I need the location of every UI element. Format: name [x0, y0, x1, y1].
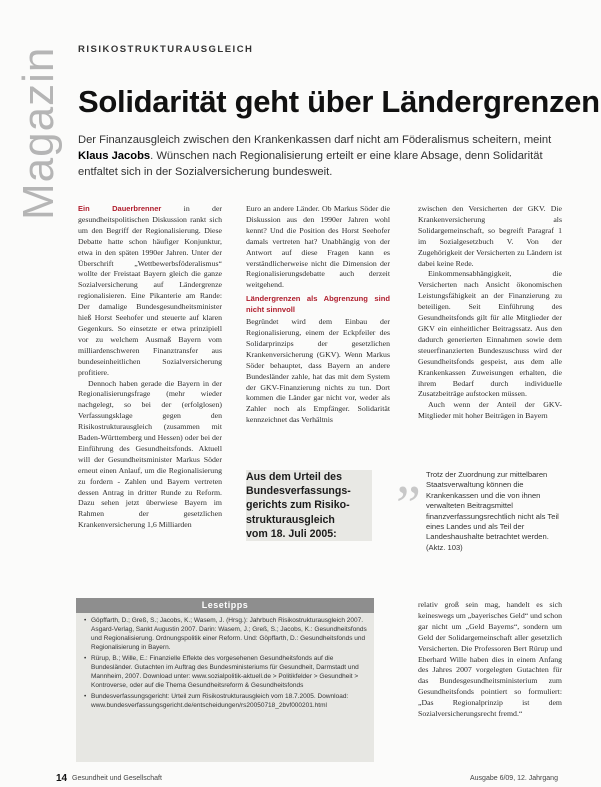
lead-paragraph [78, 132, 578, 180]
kicker: RISIKOSTRUKTURAUSGLEICH [78, 44, 254, 55]
page-number: 14 [56, 773, 68, 784]
list-item: • Bundesverfassungsgericht: Urteil zum Risikostrukturausgleich vom 18.7.2005. Download: www.bundesverfassungsgericht.de/entscheidungen/rs20050718_2bvf000201.html [86, 692, 368, 710]
pull-quote-line: Aus dem Urteil des [246, 471, 342, 483]
column-paragraph: Begründet wird dem Einbau der Regionalisierung, einem der Eckpfeiler des Solidarprinzips der gesetzlichen Krankenversicherung (GKV). Wenn Markus Söder behauptet, dass Bayern an andere Bundesländer zahle, hat das mit dem System der GKV-Finanzierung nichts zu tun. Dort kommen die Länder gar nicht vor, weder als Zahler noch als Empfänger. Solidarität kennzeichnet das Verhältnis [246, 317, 390, 425]
pull-quote-line: vom 18. Juli 2005: [246, 527, 337, 540]
quote-mark-icon: ” [396, 475, 421, 537]
lead-in: Ein Dauerbrenner [78, 204, 162, 213]
column-3-bottom [418, 600, 562, 720]
column-paragraph: Dennoch haben gerade die Bayern in der Regionalisierungsfrage (mehr wieder nachgelegt, so bei der (erfolglosen) Verfassungsklage gegen den Risikostrukturausgleich (zusammen mit Baden-Württemberg und Hessen) oder bei der Einführung des Gesundheitsfonds. Aktuell will der Gesundheitsminister Markus Söder erneut einen Anlauf, um die Regionalisierung zu fordern - Zahlen und Bayern vertreten dessen Antrag in dritter Runde zu Reform. Dazu sehen jetzt überwiese Bayern im Rahmen der gesetzlichen Krankenversicherung 1,6 Milliarden [78, 378, 222, 530]
column-1 [78, 204, 222, 594]
quote-source: (Aktz. 103) [426, 542, 463, 552]
column-paragraph [78, 204, 222, 379]
column-paragraph: relativ groß sein mag, handelt es sich keineswegs um „bayerisches Geld“ und schon gar nicht um „Geld Bayerns“, sondern um Geld der Solidargemeinschaft aller gesetzlich Versicherten. Die Professoren Bert Rürup und Eberhard Wille haben dies in einem Anfang des Jahres 2007 vorgelegten Gutachten für das Bundesgesundheitsministerium zum Gesundheitsfonds pointiert so formuliert: „Das Regionalprinzip ist dem Sozialversicherungsrecht fremd.“ [418, 600, 562, 719]
list-item: • Rürup, B.; Wille, E.: Finanzielle Effekte des vorgesehenen Gesundheitsfonds auf die Bundesländer. Gutachten im Auftrag des Bundesministeriums für Gesundheit, Darmstadt und Mannheim, 2007. Download unter: www.sozialpolitik-aktuell.de > Politikfelder > Gesundheit > Kontroverse, oder auf die Thema Gesundheitsreform & Gesundheitsfonds [86, 654, 368, 690]
pull-quote-line: gerichts zum Risiko- [246, 499, 350, 512]
court-quote [394, 470, 574, 553]
page-title: Solidarität geht über Ländergrenzen [78, 84, 600, 119]
author-name: Klaus Jacobs [78, 150, 151, 162]
lead-text-2: . Wünschen nach Regionalisierung erteilt er eine klare Absage, denn Solidarität entfaltet sich in der Sozialversicherung bundesweit. [78, 150, 543, 178]
list-item: • Göpffarth, D.; Greß, S.; Jacobs, K.; Wasem, J. (Hrsg.): Jahrbuch Risikostrukturausgleich 2007. Asgard-Verlag, Sankt Augustin 2007. Darin: Wasem, J.; Greß, S.; Jacobs, K.: Gesundheitsfonds und Regionalisierung. Ordnungspolitik einer Reform. Und: Göpffarth, D.: Gesundheitsfonds und Regionalisierung in Bayern. [86, 616, 368, 652]
column-paragraph: Euro an andere Länder. Ob Markus Söder die Diskussion aus den 1990er Jahren wohl kennt? Und die Position des Horst Seehofer damals vertreten hat? Unabhängig von der Antwort auf diese Fragen kann es verständlicherweise nicht die Dimension der Regionalisierungsdebatte auch derzeit weitgehend. [246, 204, 390, 290]
pull-quote-line: strukturausgleich [246, 513, 335, 526]
pull-quote [246, 470, 372, 541]
section-label: Magazin [14, 46, 63, 220]
column-paragraph: Auch wenn der Anteil der GKV-Mitglieder mit hoher Beiträgen in Bayern [418, 400, 562, 421]
issue-info: Ausgabe 6/09, 12. Jahrgang [470, 775, 558, 782]
reading-tips-list [76, 616, 374, 710]
pull-quote-line: Bundesverfassungs- [246, 485, 351, 498]
column-paragraph: zwischen den Versicherten der GKV. Die Krankenversicherung als Solidargemeinschaft, so begreift Paragraf 1 im Sozialgesetzbuch V. Von der Zugehörigkeit der Versicherten zu Ländern ist dabei keine Rede. [418, 204, 562, 268]
column-text: in der gesundheitspolitischen Diskussion rankt sich um den Begriff der Regionalisierung. Diese Debatte hatte schon häufiger Konjunktur, etwa in den späten 1990er Jahren. Unter der Überschrift „Wettbewerbsföderalismus“ wollte der Freistaat Bayern gleich die ganze Sozialversicherung auf Ländergrenze regionalisieren. Eine Pikanterie am Rande: Der damalige Bundesgesundheitsminister hieß Horst Seehofer und steuerte auf klaren Gegenkurs. So einsetzte er etwa prinzipiell vor zu welchem Ausmaß Bayern vom milliardenschweren Finanztransfer aus bundeseinheitlichen Sozialversicherung profitiere. [78, 204, 223, 377]
column-3 [418, 204, 562, 422]
magazine-name: Gesundheit und Gesellschaft [72, 775, 162, 782]
reading-tips-title: Lesetipps [76, 598, 374, 613]
lead-text-1: Der Finanzausgleich zwischen den Krankenkassen darf nicht am Föderalismus scheitern, meint [78, 134, 552, 146]
column-2 [246, 204, 390, 426]
column-paragraph: Einkommensabhängigkeit, die Versicherten nach Ansicht ökonomischen Leistungsfähigkeit an der Finanzierung zu beteiligen. Seit Einführung des Gesundheitsfonds gilt für alle Mitglieder der GKV ein einheitlicher Beitragssatz. Aus den dadurch generierten Einnahmen sowie dem steuerfinanzierten Bundeszuschuss wird der Gesundheitsfonds gespeist, aus dem alle Krankenkassen Zuweisungen erhalten, die ihrem Bedarf durch individuelle Zusatzbeiträge aufstocken müssen. [418, 269, 562, 399]
subheading: Ländergrenzen als Abgrenzung sind nicht sinnvoll [246, 294, 390, 315]
quote-text: Trotz der Zuordnung zur mittelbaren Staatsverwaltung können die Krankenkassen und die von ihnen verwalteten Beitragsmittel finanzverfassungsrechtlich nicht als Teil eines Landes und als Teil der Landeshaushalte betrachtet werden. [426, 470, 559, 542]
reading-tips-box [76, 598, 374, 762]
